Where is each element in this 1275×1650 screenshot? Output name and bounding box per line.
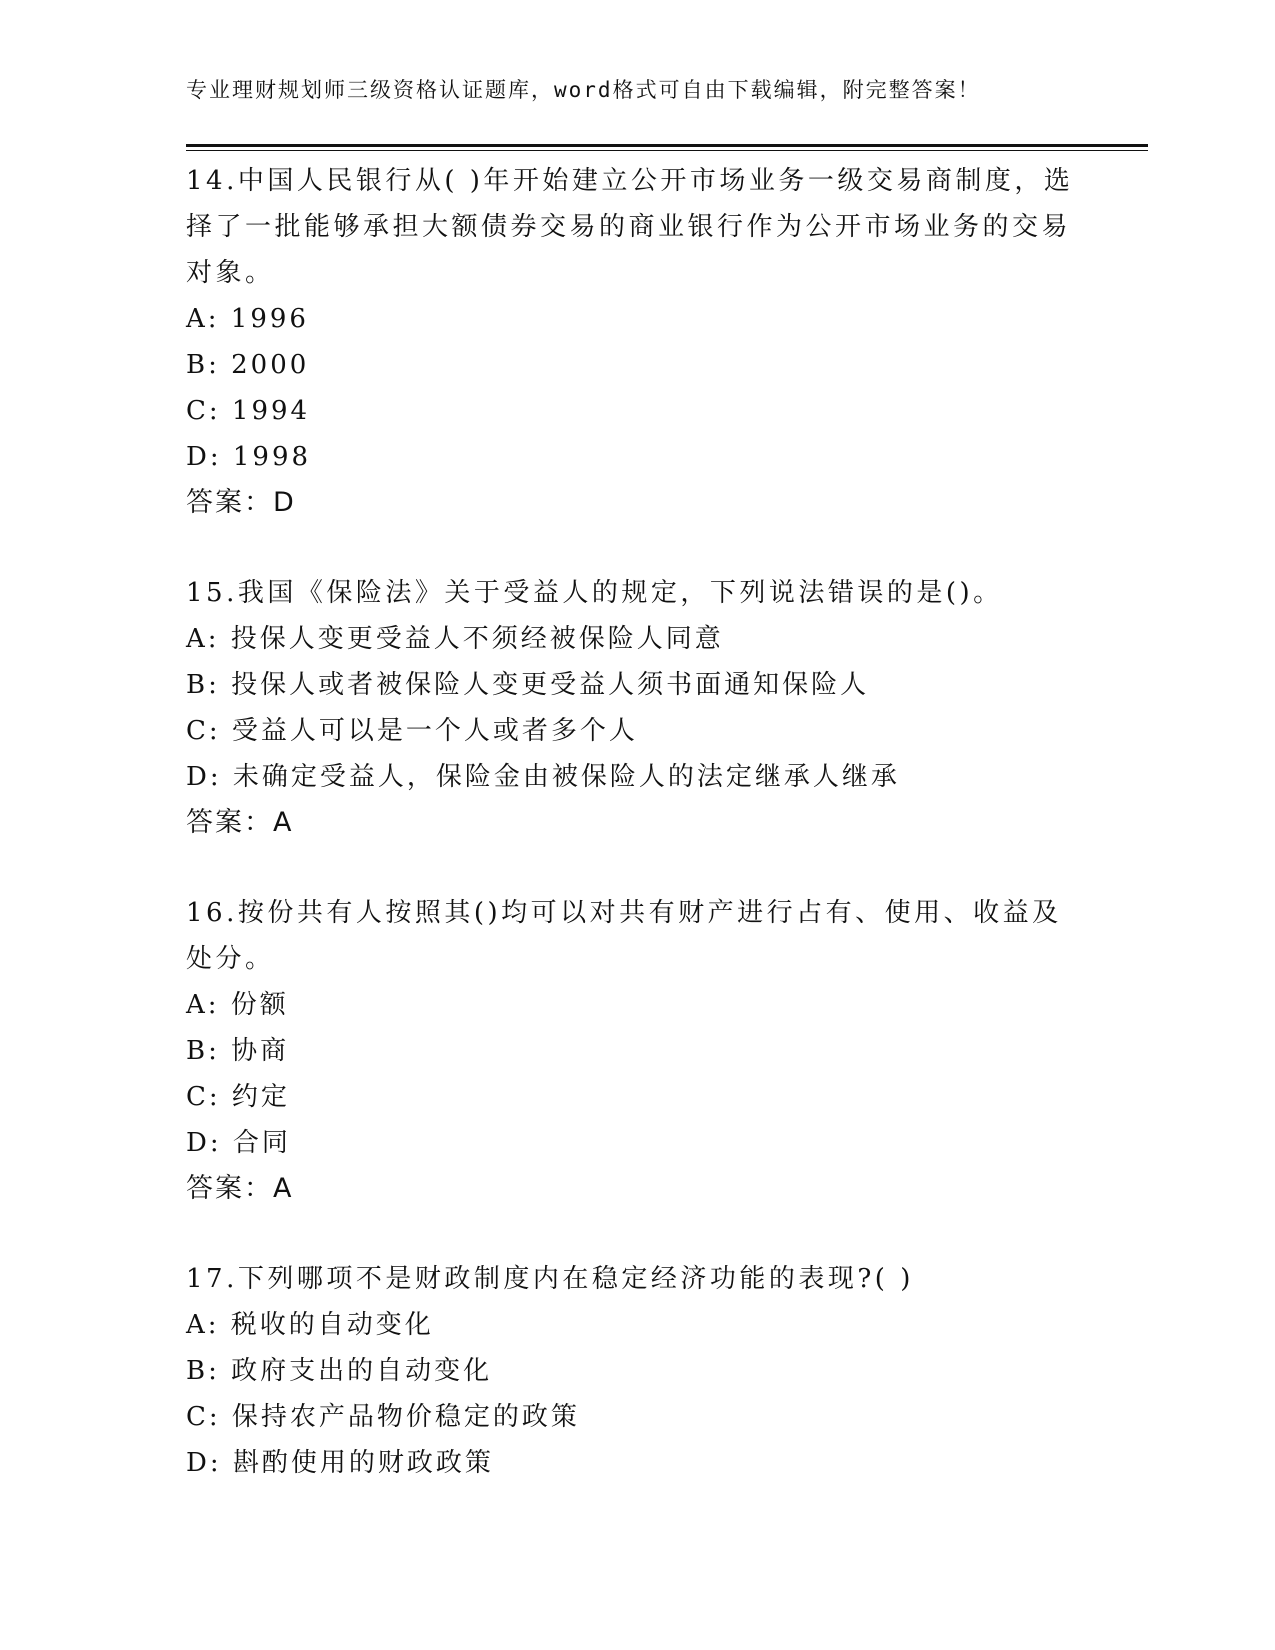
option-c: C: 1994: [186, 396, 311, 426]
option-b: B: 2000: [186, 350, 310, 380]
option-c: C: 保持农产品物价稳定的政策: [186, 1402, 580, 1432]
question-16: [186, 890, 1086, 1212]
question-list: [186, 158, 1086, 1486]
option-d: D: 未确定受益人，保险金由被保险人的法定继承人继承: [186, 762, 900, 792]
option-a: A: 投保人变更受益人不须经被保险人同意: [186, 624, 724, 654]
option-b: B: 协商: [186, 1036, 290, 1066]
question-stem: 16.按份共有人按照其()均可以对共有财产进行占有、使用、收益及处分。: [186, 898, 1062, 974]
question-stem: 17.下列哪项不是财政制度内在稳定经济功能的表现?( ): [186, 1264, 914, 1294]
option-b: B: 投保人或者被保险人变更受益人须书面通知保险人: [186, 670, 870, 700]
option-d: D: 斟酌使用的财政政策: [186, 1448, 494, 1478]
option-d: D: 1998: [186, 442, 312, 472]
option-a: A: 税收的自动变化: [186, 1310, 434, 1340]
header-rule-thin: [186, 150, 1148, 151]
answer-text: 答案：D: [186, 487, 296, 518]
page-header: 专业理财规划师三级资格认证题库，word格式可自由下载编辑，附完整答案！: [186, 78, 981, 102]
option-d: D: 合同: [186, 1128, 291, 1158]
answer-text: 答案：A: [186, 1173, 294, 1204]
question-spacer: [186, 846, 1086, 890]
question-spacer: [186, 1212, 1086, 1256]
option-a: A: 份额: [186, 990, 289, 1020]
header-rule-thick: [186, 144, 1148, 147]
answer-text: 答案：A: [186, 807, 294, 838]
question-14: [186, 158, 1086, 526]
option-a: A: 1996: [186, 304, 309, 334]
question-stem: 14.中国人民银行从( )年开始建立公开市场业务一级交易商制度，选择了一批能够承担大额债券交易的商业银行作为公开市场业务的交易对象。: [186, 166, 1074, 288]
option-c: C: 受益人可以是一个人或者多个人: [186, 716, 638, 746]
question-15: [186, 570, 1086, 846]
option-c: C: 约定: [186, 1082, 290, 1112]
question-17: [186, 1256, 1086, 1486]
option-b: B: 政府支出的自动变化: [186, 1356, 493, 1386]
question-stem: 15.我国《保险法》关于受益人的规定，下列说法错误的是()。: [186, 578, 1003, 608]
question-spacer: [186, 526, 1086, 570]
